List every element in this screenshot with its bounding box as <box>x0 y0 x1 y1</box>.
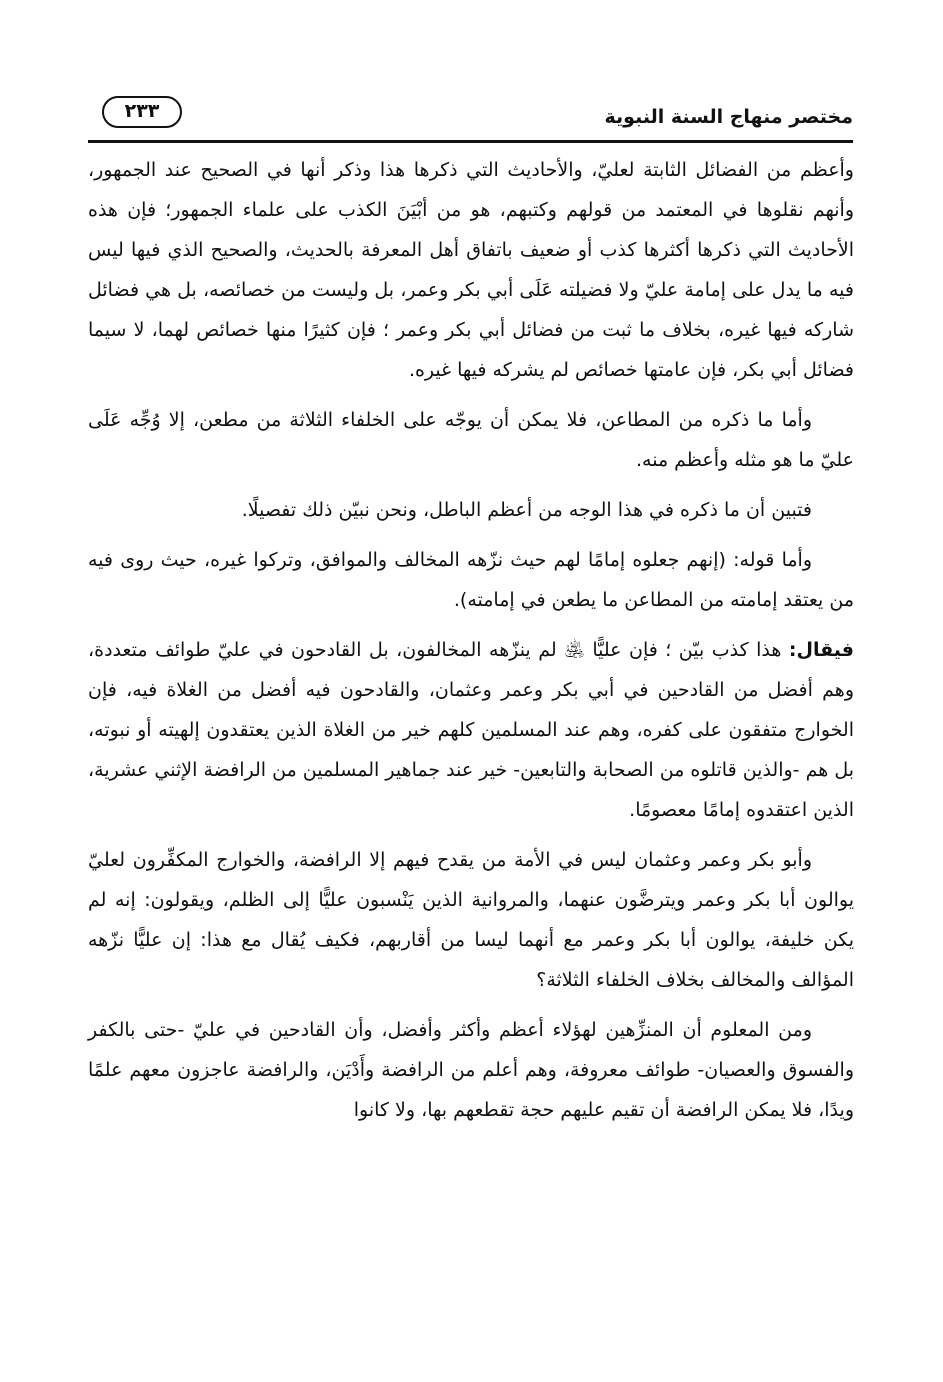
paragraph-text: ومن المعلوم أن المنزِّهين لهؤلاء أعظم وأكثر وأفضل، وأن القادحين في عليّ -حتى بالكفر والفسوق والعصيان- طوائف معروفة، وهم أعلم من الرافضة وأَدْيَن، والرافضة عاجزون معهم علمًا ويدًا، فلا يمكن الرافضة أن تقيم عليهم حجة تقطعهم بها، ولا كانوا <box>88 1019 854 1121</box>
main-text <box>88 150 854 1140</box>
page-number-badge: ٢٣٣ <box>102 96 182 128</box>
paragraph-6 <box>88 840 854 1000</box>
paragraph-text: هذا كذب بيّن ؛ فإن عليًّا ﵁ لم ينزّهه المخالفون، بل القادحون في عليّ طوائف متعددة، وهم أفضل من القادحين في أبي بكر وعمر وعثمان، والقادحون فيه أفضل من الغلاة فيه، فإن الخوارج متفقون على كفره، وهم عند المسلمين كلهم خير من الغلاة الذين يعتقدون إلهيته أو نبوته، بل هم -والذين قاتلوه من الصحابة والتابعين- خير عند جماهير المسلمين من الرافضة الإثني عشرية، الذين اعتقدوه إمامًا معصومًا. <box>88 639 854 821</box>
paragraph-text: فتبين أن ما ذكره في هذا الوجه من أعظم الباطل، ونحن نبيّن ذلك تفصيلًا. <box>241 499 812 521</box>
paragraph-lead: فيقال: <box>788 639 854 661</box>
paragraph-text: وأما ما ذكره من المطاعن، فلا يمكن أن يوجّه على الخلفاء الثلاثة من مطعن، إلا وُجِّه عَلَى عليّ ما هو مثله وأعظم منه. <box>88 409 854 471</box>
header-divider <box>88 140 853 143</box>
paragraph-5 <box>88 630 854 830</box>
paragraph-text: وأما قوله: (إنهم جعلوه إمامًا لهم حيث نزّهه المخالف والموافق، وتركوا غيره، حيث روى فيه من يعتقد إمامته من المطاعن ما يطعن في إمامته). <box>88 549 854 611</box>
book-title: مختصر منهاج السنة النبوية <box>604 106 853 128</box>
paragraph-7 <box>88 1010 854 1130</box>
paragraph-4 <box>88 540 854 620</box>
paragraph-1 <box>88 150 854 390</box>
paragraph-text: وأعظم من الفضائل الثابتة لعليّ، والأحاديث التي ذكرها هذا وذكر أنها في الصحيح عند الجمهور، وأنهم نقلوها في المعتمد من قولهم وكتبهم، هو من أبْيَنَ الكذب على علماء الجمهور؛ فإن هذه الأحاديث التي ذكرها أكثرها كذب أو ضعيف باتفاق أهل المعرفة بالحديث، والصحيح الذي فيها ليس فيه ما يدل على إمامة عليّ ولا فضيلته عَلَى أبي بكر وعمر، بل وليست من خصائصه، بل هي فضائل شاركه فيها غيره، بخلاف ما ثبت من فضائل أبي بكر وعمر ؛ فإن كثيرًا منها خصائص لهما، لا سيما فضائل أبي بكر، فإن عامتها خصائص لم يشركه فيها غيره. <box>88 159 854 381</box>
paragraph-2 <box>88 400 854 480</box>
paragraph-text: وأبو بكر وعمر وعثمان ليس في الأمة من يقدح فيهم إلا الرافضة، والخوارج المكفِّرون لعليّ يوالون أبا بكر وعمر ويترضَّون عنهما، والمروانية الذين يَنْسبون عليًّا إلى الظلم، ويقولون: إنه لم يكن خليفة، يوالون أبا بكر وعمر مع أنهما ليسا من أقاربهم، فكيف يُقال مع هذا: إن عليًّا نزّهه المؤالف والمخالف بخلاف الخلفاء الثلاثة؟ <box>88 849 854 991</box>
paragraph-3 <box>88 490 854 530</box>
running-header <box>88 92 853 136</box>
